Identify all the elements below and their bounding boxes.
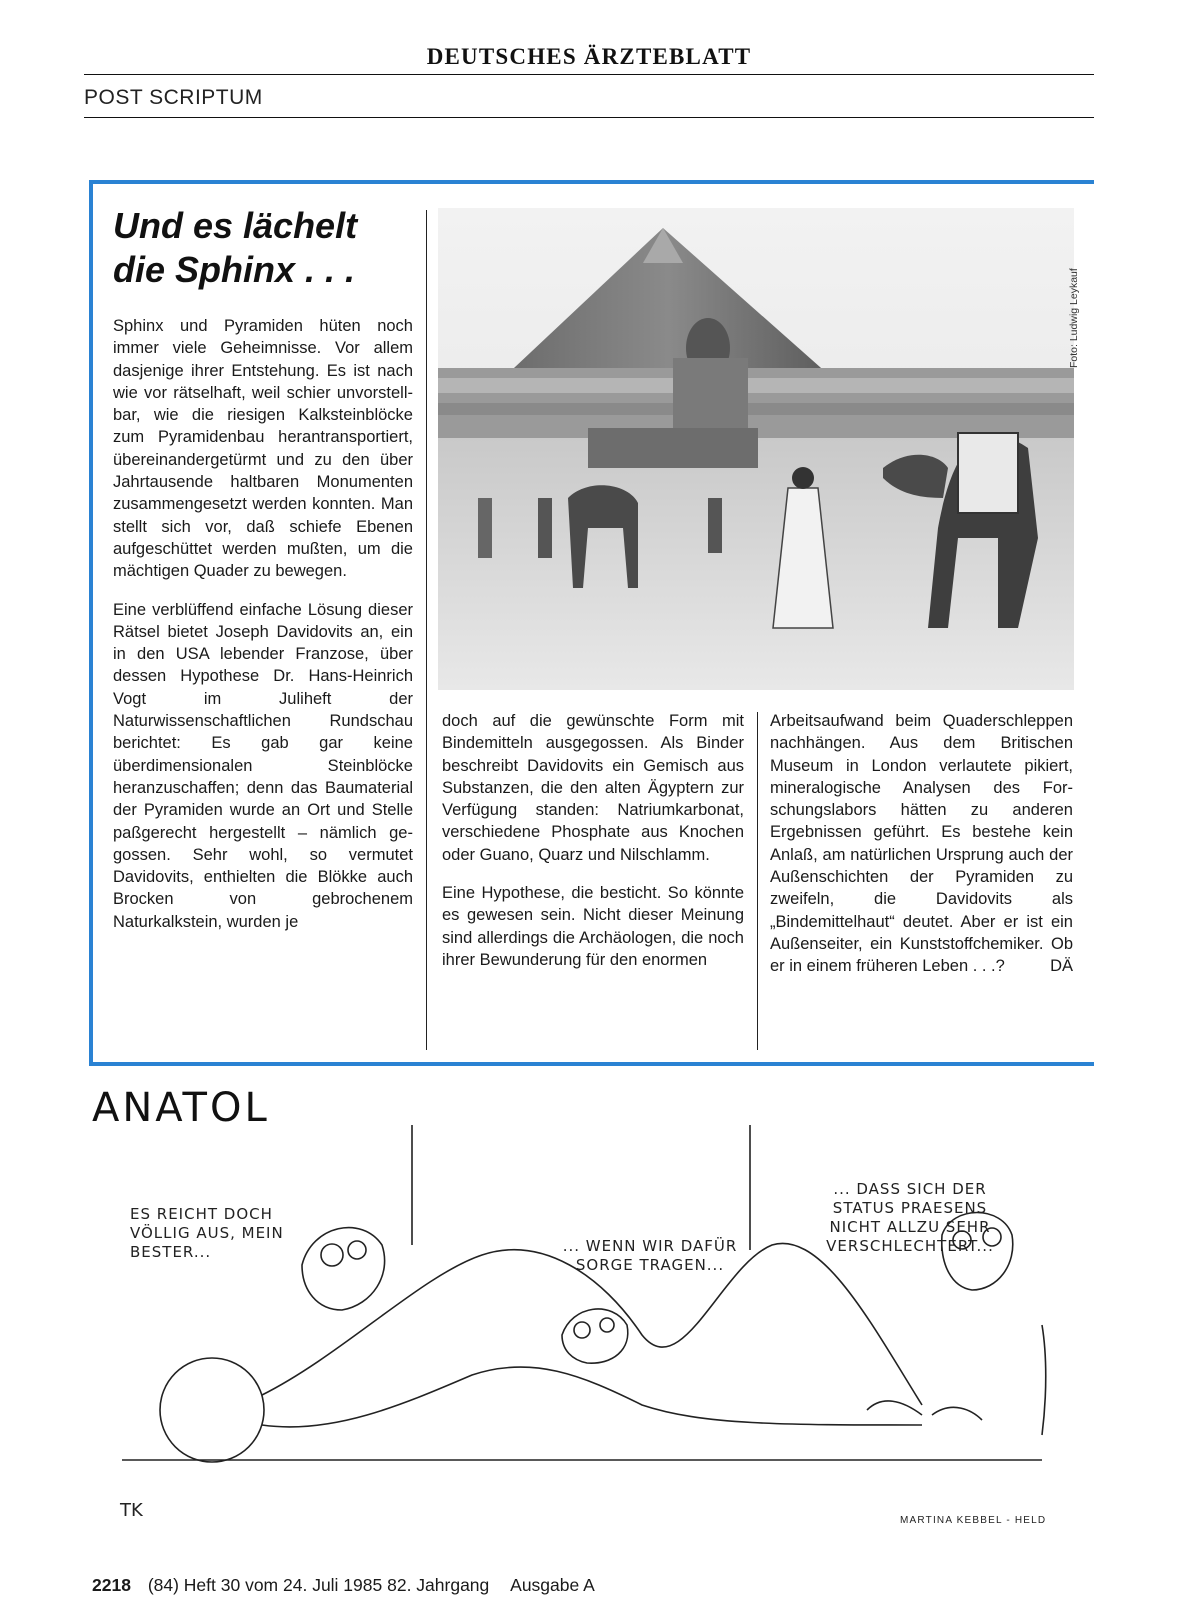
col2-paragraph-1: doch auf die gewünschte Form mit Bindemitteln ausgegossen. Als Binder beschreibt Davidovits ein Gemisch aus Substanzen, die den alten Ägyptern zur Verfügung standen: Natriumkarbonat, verschiedene Phosphate aus Knochen oder Guano, Quarz und Nilschlamm.: [442, 712, 744, 864]
col2-paragraph-2: Eine Hypothese, die bestiсht. So könnte es gewesen sein. Nicht dieser Meinung sind allerdings die Archäologen, die noch ihrer Bewunderung für den enormen: [442, 884, 744, 969]
title-line-2: die Sphinx . . .: [113, 249, 356, 290]
cartoon-signature: TK: [120, 1500, 143, 1521]
issue-info: (84) Heft 30 vom 24. Juli 1985 82. Jahrgang: [147, 1575, 490, 1595]
page-number: 2218: [92, 1575, 131, 1595]
section-label: POST SCRIPTUM: [84, 86, 263, 109]
col3-text: Arbeitsaufwand beim Quaderschleppen nachhängen. Aus dem Britischen Museum in London verlautete pikiert, mineralogische Analysen des Forschungslabors hätten zu anderen Ergebnissen geführt. Es bestehe kein Anlaß, am natürlichen Ursprung auch der Außenschichten der Pyramiden zu zweifeln, die Davidovits als „Bindemittelhaut“ deutet. Aber er ist ein Außenseiter, ein Kunststoffchemiker. Ob er in einem früheren Leben . . .?: [770, 712, 1073, 976]
edition-label: Ausgabe A: [510, 1575, 595, 1595]
column-3: [770, 710, 1073, 978]
speech-bubble-2: ... WENN WIR DAFÜR SORGE TRAGEN...: [562, 1237, 738, 1274]
article-title: [113, 204, 413, 292]
col3-paragraph-1: [770, 710, 1073, 978]
sphinx-pyramid-photo: [438, 208, 1074, 690]
cartoon-artist: MARTINA KEBBEL - HELD: [900, 1515, 1047, 1526]
author-sign: DÄ: [1050, 957, 1073, 976]
column-divider-1: [426, 210, 427, 1050]
column-1: [113, 315, 413, 949]
column-divider-2: [757, 712, 758, 1050]
speech-bubble-1: ES REICHT DOCH VÖLLIG AUS, MEIN BESTER...: [130, 1205, 284, 1261]
photo-credit: Foto: Ludwig Leykauf: [1068, 268, 1080, 368]
comic-title: ANATOL: [92, 1085, 270, 1131]
column-2: [442, 710, 744, 987]
page-footer: [92, 1575, 599, 1596]
header-rule: [84, 74, 1094, 75]
masthead: DEUTSCHES ÄRZTEBLATT: [426, 44, 752, 69]
col1-paragraph-1: Sphinx und Pyramiden hüten noch immer viele Geheimnisse. Vor allem dasjenige ihrer Entstehung. Es ist nach wie vor rätselhaft, weil schier unvorstellbar, wie die riesigen Kalksteinblöcke zum Pyramidenbau herantransportiert, übereinandergetürmt und zu den über Jahrtausende haltbaren Monumenten zusammengesetzt werden konnten. Man stellt sich vor, daß schiefe Ebenen aufgeschüttet werden mußten, um die mächtigen Quader zu bewegen.: [113, 317, 413, 581]
section-rule: [84, 117, 1094, 118]
title-line-1: Und es lächelt: [113, 205, 358, 246]
speech-bubble-3: ... DASS SICH DER STATUS PRAESENS NICHT ALLZU SEHR VERSCHLECHTERT...: [826, 1180, 994, 1255]
col1-paragraph-2: Eine verblüffend einfache Lösung dieser Rätsel bietet Joseph Davidovits an, ein in den USA lebender Franzose, über dessen Hypothese Dr. Hans-Heinrich Vogt im Juliheft der Naturwissenschaftlichen Rundschau berichtet: Es gab gar keine überdimensionalen Steinblöcke heranzuschaffen; denn das Baumaterial der Pyramiden wurde an Ort und Stelle paßgerecht hergestellt – nämlich gegossen. Sehr wohl, so vermutet Davidovits, enthielten die Blökke auch Brocken von gebrochenem Naturkalkstein, wurden je: [113, 600, 413, 931]
